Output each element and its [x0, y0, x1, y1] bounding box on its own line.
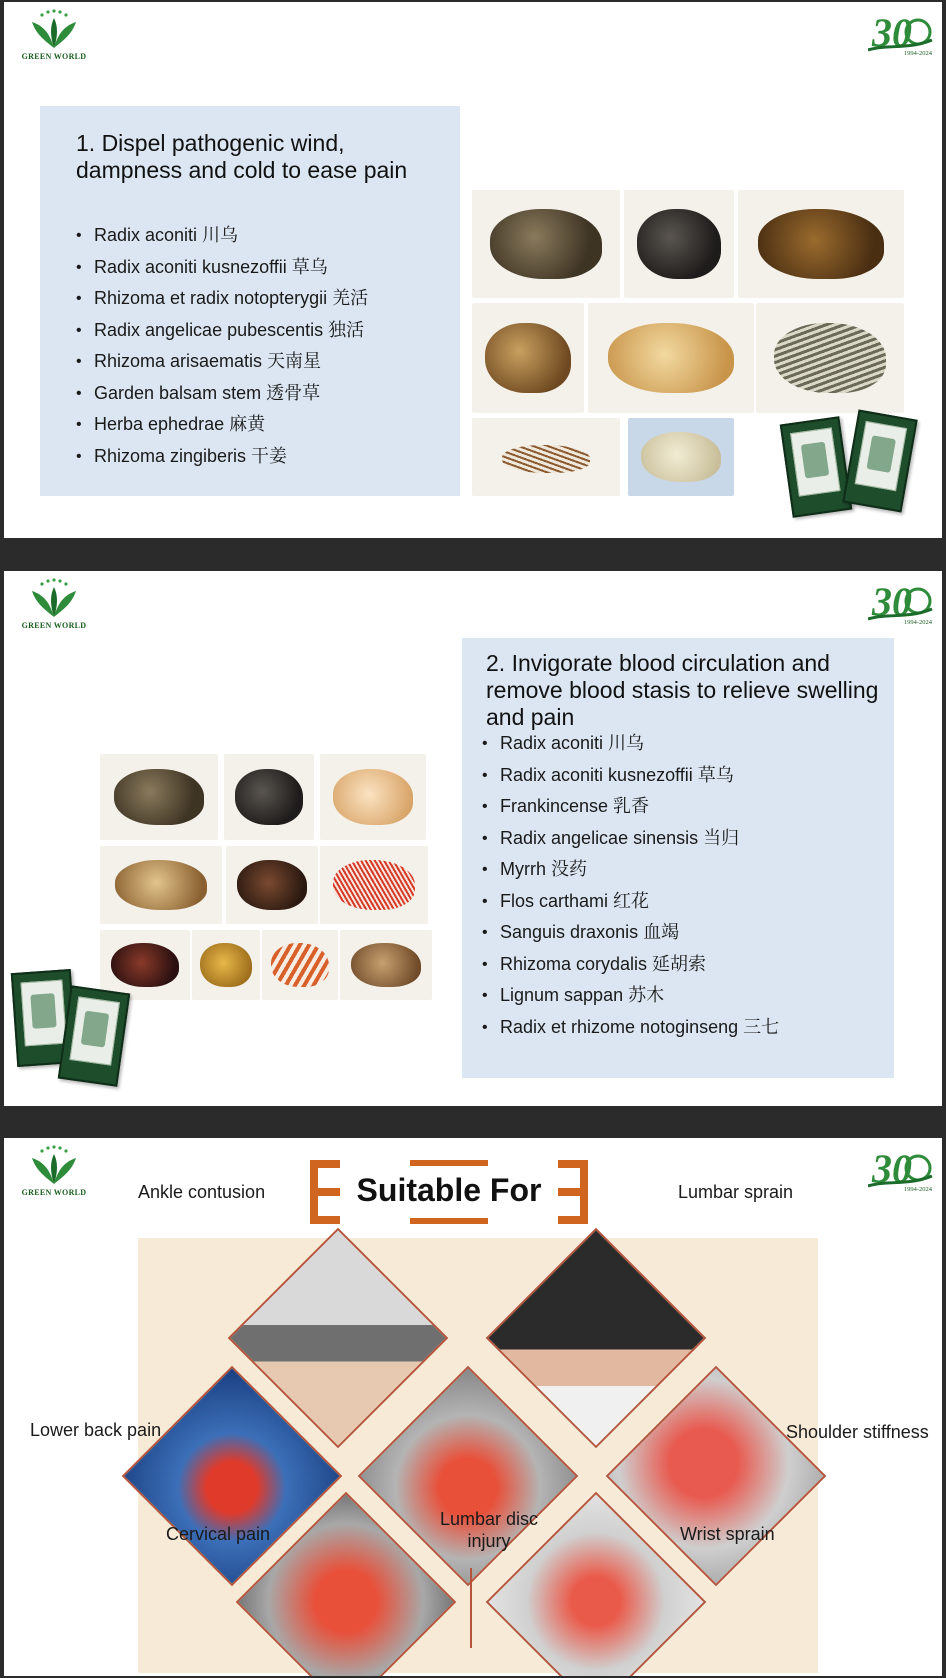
anniversary-number: 30 — [872, 579, 912, 623]
herb-photo-notopterygium — [738, 190, 904, 298]
list-item: • Myrrh 没药 — [482, 854, 779, 886]
caption-shoulder-stiffness: Shoulder stiffness — [786, 1422, 929, 1442]
heading-dispel-wind: 1. Dispel pathogenic wind, dampness and cold to ease pain — [76, 130, 408, 183]
product-packet — [780, 416, 852, 517]
herb-photo-kusnezoffii — [224, 754, 314, 840]
green-world-logo — [14, 1144, 94, 1202]
suitable-for-label: Suitable For — [356, 1172, 542, 1208]
list-item: • Flos carthami 红花 — [482, 886, 779, 918]
list-item: • Radix aconiti kusnezoffii 草乌 — [76, 252, 368, 284]
list-item: • Rhizoma corydalis 延胡索 — [482, 949, 779, 981]
anniversary-logo — [868, 1146, 934, 1202]
list-item: • Herba ephedrae 麻黄 — [76, 409, 368, 441]
ingredients-box-2 — [462, 638, 894, 1078]
list-item: • Radix angelicae pubescentis 独活 — [76, 315, 368, 347]
list-item: • Frankincense 乳香 — [482, 791, 779, 823]
heading-blood-circulation: 2. Invigorate blood circulation and remove blood stasis to relieve swelling and pain — [486, 650, 879, 730]
herb-photo-ginger — [628, 418, 734, 496]
product-packet — [842, 410, 917, 513]
list-item: • Lignum sappan 苏木 — [482, 980, 779, 1012]
suitable-for-title — [310, 1160, 588, 1224]
herb-photo-myrrh — [226, 846, 318, 924]
slide-blood-circulation — [4, 571, 942, 1106]
list-item: • Rhizoma zingiberis 干姜 — [76, 441, 368, 473]
caption-lumbar-sprain: Lumbar sprain — [678, 1182, 794, 1202]
anniversary-number: 30 — [872, 10, 912, 54]
brand-name: GREEN WORLD — [21, 621, 87, 630]
list-item: • Garden balsam stem 透骨草 — [76, 378, 368, 410]
caption-lower-back-pain: Lower back pain — [30, 1420, 162, 1440]
anniversary-years: 1994-2024 — [903, 619, 932, 626]
caption-lumbar-disc-injury: Lumbar disc injury — [439, 1509, 539, 1551]
brand-name: GREEN WORLD — [21, 1188, 87, 1197]
slide-suitable-for — [4, 1138, 942, 1676]
herb-photo-aconite — [100, 754, 218, 840]
anniversary-number: 30 — [872, 1146, 912, 1190]
ingredient-list-1 — [76, 220, 368, 472]
anniversary-logo — [868, 579, 934, 635]
green-world-logo — [14, 577, 94, 635]
herb-photo-aconite-slices — [472, 190, 620, 298]
herb-photo-angelica-sinensis — [100, 846, 222, 924]
list-item: • Sanguis draxonis 血竭 — [482, 917, 779, 949]
herb-photo-frankincense — [320, 754, 426, 840]
caption-ankle-contusion: Ankle contusion — [138, 1182, 266, 1202]
leaf-logo-icon — [14, 1144, 94, 1188]
leaf-logo-icon — [14, 577, 94, 621]
leaf-logo-icon — [14, 8, 94, 52]
conditions-panel — [138, 1238, 818, 1673]
green-world-logo — [14, 8, 94, 66]
anniversary-years: 1994-2024 — [903, 1186, 932, 1193]
caption-wrist-sprain: Wrist sprain — [680, 1524, 775, 1544]
caption-cervical-pain: Cervical pain — [166, 1524, 271, 1544]
herb-photo-sappan — [262, 930, 338, 1000]
herb-photo-arisaema — [588, 303, 754, 413]
anniversary-logo — [868, 10, 934, 66]
divider-line — [470, 1568, 472, 1648]
slide-dispel-wind — [4, 2, 942, 538]
list-item: • Rhizoma et radix notopterygii 羌活 — [76, 283, 368, 315]
anniversary-30-icon — [868, 10, 934, 54]
list-item: • Radix aconiti 川乌 — [482, 728, 779, 760]
product-packet — [58, 985, 130, 1086]
herb-photo-safflower — [320, 846, 428, 924]
herb-photo-balsam-stem — [756, 303, 904, 413]
herb-photo-notoginseng — [340, 930, 432, 1000]
herb-photo-angelica-pubescens — [472, 303, 584, 413]
herb-photo-dragon-blood — [100, 930, 190, 1000]
list-item: • Radix aconiti 川乌 — [76, 220, 368, 252]
brand-name: GREEN WORLD — [21, 52, 87, 61]
anniversary-30-icon — [868, 579, 934, 623]
herb-photo-kusnezoffii — [624, 190, 734, 298]
list-item: • Radix angelicae sinensis 当归 — [482, 823, 779, 855]
anniversary-years: 1994-2024 — [903, 50, 932, 57]
herb-photo-ephedra — [472, 418, 620, 496]
list-item: • Rhizoma arisaematis 天南星 — [76, 346, 368, 378]
list-item: • Radix aconiti kusnezoffii 草乌 — [482, 760, 779, 792]
list-item: • Radix et rhizome notoginseng 三七 — [482, 1012, 779, 1044]
herb-photo-corydalis — [192, 930, 260, 1000]
ingredients-box-1 — [40, 106, 460, 496]
ingredient-list-2 — [482, 728, 779, 1043]
anniversary-30-icon — [868, 1146, 934, 1190]
